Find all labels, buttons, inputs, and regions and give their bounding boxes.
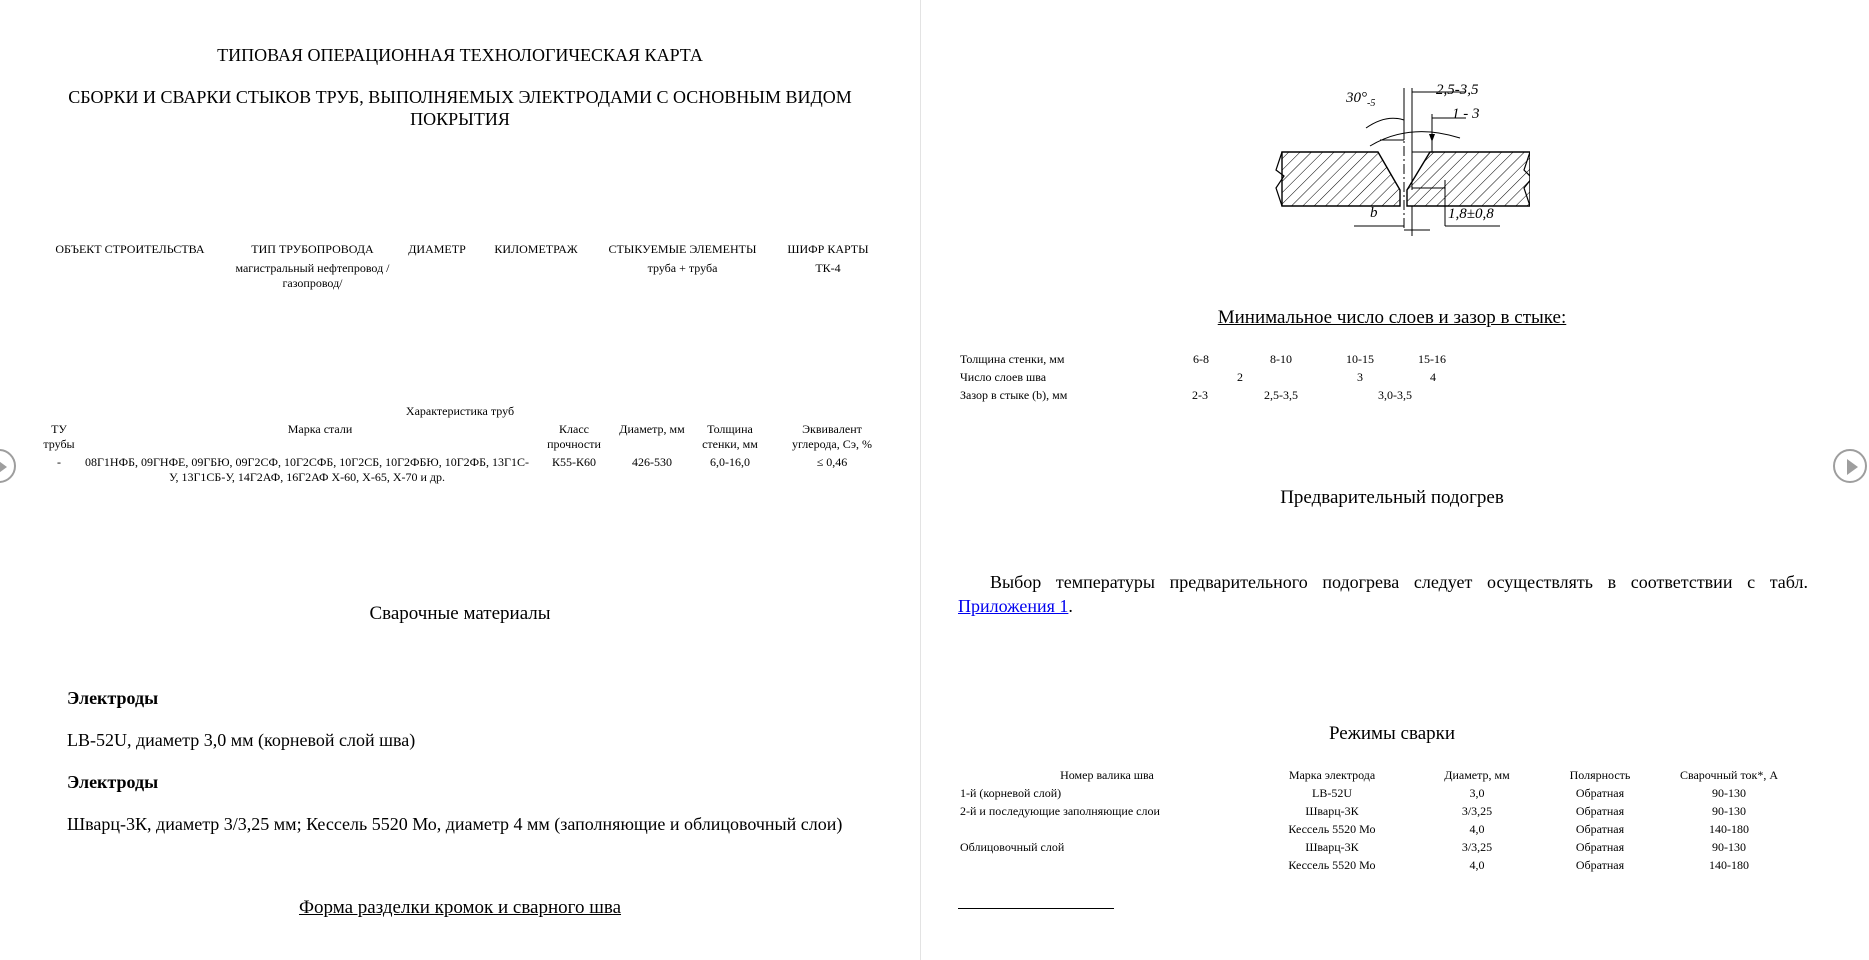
pipe-header-carbon: Эквивалент углерода, Сэ, %: [791, 422, 872, 451]
document-subtitle: СБОРКИ И СВАРКИ СТЫКОВ ТРУБ, ВЫПОЛНЯЕМЫХ ЭЛЕКТРОДАМИ С ОСНОВНЫМ ВИДОМ ПОКРЫТИЯ: [68, 87, 852, 129]
modes-row2-electrode: Шварц-3К: [1305, 804, 1359, 818]
layers-count-2: 3: [1357, 370, 1363, 384]
modes-row1-current: 90-130: [1712, 786, 1746, 800]
pipeline-type-value: магистральный нефтепровод /газопровод/: [235, 261, 390, 290]
pipe-value-carbon: ≤ 0,46: [816, 455, 848, 469]
modes-header-electrode: Марка электрода: [1288, 768, 1376, 782]
electrodes-label-fill: Электроды: [67, 772, 159, 792]
pipe-table-caption: Характеристика труб: [405, 404, 515, 418]
modes-row3-current: 140-180: [1709, 822, 1749, 836]
modes-row5-current: 140-180: [1709, 858, 1749, 872]
pipe-value-tu: -: [57, 455, 61, 469]
modes-row4-electrode: Шварц-3К: [1305, 840, 1359, 854]
layers-thickness-1: 6-8: [1193, 352, 1209, 366]
header-col-pipeline-type: ТИП ТРУБОПРОВОДА: [251, 242, 374, 256]
header-col-object: ОБЪЕКТ СТРОИТЕЛЬСТВА: [55, 242, 205, 256]
pipe-header-thickness: Толщина стенки, мм: [702, 422, 758, 451]
modes-header-current: Сварочный ток*, А: [1679, 768, 1779, 782]
form-title: Форма разделки кромок и сварного шва: [298, 897, 622, 918]
document-title: ТИПОВАЯ ОПЕРАЦИОННАЯ ТЕХНОЛОГИЧЕСКАЯ КАРТА: [217, 45, 703, 65]
pipe-header-diameter: Диаметр, мм: [619, 422, 685, 436]
layers-row-count-label: Число слоев шва: [960, 370, 1047, 384]
pipe-value-diameter: 426-530: [632, 455, 672, 469]
modes-row5-polarity: Обратная: [1575, 858, 1625, 872]
modes-row3-electrode: Кессель 5520 Мо: [1288, 822, 1376, 836]
modes-row4-current: 90-130: [1712, 840, 1746, 854]
layers-thickness-3: 10-15: [1346, 352, 1374, 366]
modes-row4-bead: Облицовочный слой: [960, 840, 1065, 854]
modes-header-diameter: Диаметр, мм: [1444, 768, 1510, 782]
modes-row1-electrode: LB-52U: [1312, 786, 1352, 800]
modes-header-bead: Номер валика шва: [1060, 768, 1154, 782]
elements-value: труба + труба: [647, 261, 718, 275]
modes-row1-bead: 1-й (корневой слой): [960, 786, 1062, 800]
land-label: 1,8±0,8: [1448, 206, 1494, 222]
preheat-text: Выбор температуры предварительного подогрева следует осуществлять в соответствии с табл.: [990, 572, 1808, 592]
modes-title: Режимы сварки: [1328, 723, 1456, 744]
page-divider: [920, 0, 921, 960]
appendix-link[interactable]: Приложения 1: [958, 596, 1069, 616]
preheat-title: Предварительный подогрев: [1280, 487, 1504, 508]
code-value: ТК-4: [815, 261, 841, 275]
header-col-km: КИЛОМЕТРАЖ: [494, 242, 578, 256]
angle-label: $30^\circ_{-5}$: [1346, 90, 1376, 109]
pipe-header-class: Класс прочности: [547, 422, 601, 451]
electrodes-text-fill: Шварц-3К, диаметр 3/3,25 мм; Кессель 5520 Мо, диаметр 4 мм (заполняющие и облицовочный слои): [67, 814, 843, 834]
electrodes-label-root: Электроды: [67, 688, 159, 708]
header-col-diameter: ДИАМЕТР: [408, 242, 466, 256]
modes-row2-current: 90-130: [1712, 804, 1746, 818]
gap-b-label: b: [1370, 205, 1378, 221]
modes-row5-electrode: Кессель 5520 Мо: [1288, 858, 1376, 872]
materials-title: Сварочные материалы: [369, 603, 551, 624]
modes-row5-diameter: 4,0: [1469, 858, 1485, 872]
root-label: 1 - 3: [1452, 106, 1480, 122]
modes-row3-polarity: Обратная: [1575, 822, 1625, 836]
header-col-elements: СТЫКУЕМЫЕ ЭЛЕМЕНТЫ: [608, 242, 757, 256]
pipe-value-thickness: 6,0-16,0: [710, 455, 750, 469]
electrodes-text-root: LB-52U, диаметр 3,0 мм (корневой слой шва): [67, 730, 416, 750]
next-page-button[interactable]: [1833, 449, 1867, 483]
layers-gap-2: 2,5-3,5: [1264, 388, 1298, 402]
gap-label-top: 2,5-3,5: [1436, 82, 1479, 98]
pipe-value-steel: 08Г1НФБ, 09ГНФЕ, 09ГБЮ, 09Г2СФ, 10Г2СФБ, 10Г2СБ, 10Г2ФБЮ, 10Г2ФБ, 13Г1С-У, 13Г1СБ-У, 14Г2АФ, 16Г2АФ Х-60, Х-65, Х-70 и др.: [84, 455, 529, 484]
modes-row2-bead: 2-й и последующие заполняющие слои: [960, 804, 1160, 818]
layers-title: Минимальное число слоев и зазор в стыке:: [1217, 307, 1567, 328]
modes-row1-polarity: Обратная: [1575, 786, 1625, 800]
layers-row-gap-label: Зазор в стыке (b), мм: [960, 388, 1068, 402]
play-arrow-icon: [1847, 459, 1858, 475]
layers-gap-1: 2-3: [1192, 388, 1208, 402]
header-col-code: ШИФР КАРТЫ: [787, 242, 869, 256]
layers-row-thickness-label: Толщина стенки, мм: [960, 352, 1065, 366]
right-page: [922, 0, 1869, 960]
pipe-header-steel: Марка стали: [287, 422, 353, 436]
pipe-header-tu: ТУ трубы: [43, 422, 75, 451]
previous-arrow-icon: [0, 459, 7, 475]
modes-row4-polarity: Обратная: [1575, 840, 1625, 854]
footnote-separator: [958, 908, 1114, 909]
layers-thickness-4: 15-16: [1418, 352, 1446, 366]
layers-count-1: 2: [1237, 370, 1243, 384]
modes-row4-diameter: 3/3,25: [1461, 840, 1493, 854]
layers-gap-3: 3,0-3,5: [1378, 388, 1412, 402]
pipe-value-class: К55-К60: [551, 455, 596, 469]
preheat-reference: Приложения 1.: [958, 596, 1073, 616]
modes-header-polarity: Полярность: [1569, 768, 1631, 782]
modes-row2-diameter: 3/3,25: [1461, 804, 1493, 818]
layers-count-3: 4: [1430, 370, 1436, 384]
modes-row1-diameter: 3,0: [1469, 786, 1485, 800]
modes-row2-polarity: Обратная: [1575, 804, 1625, 818]
modes-row3-diameter: 4,0: [1469, 822, 1485, 836]
layers-thickness-2: 8-10: [1270, 352, 1292, 366]
left-page: [0, 0, 920, 960]
